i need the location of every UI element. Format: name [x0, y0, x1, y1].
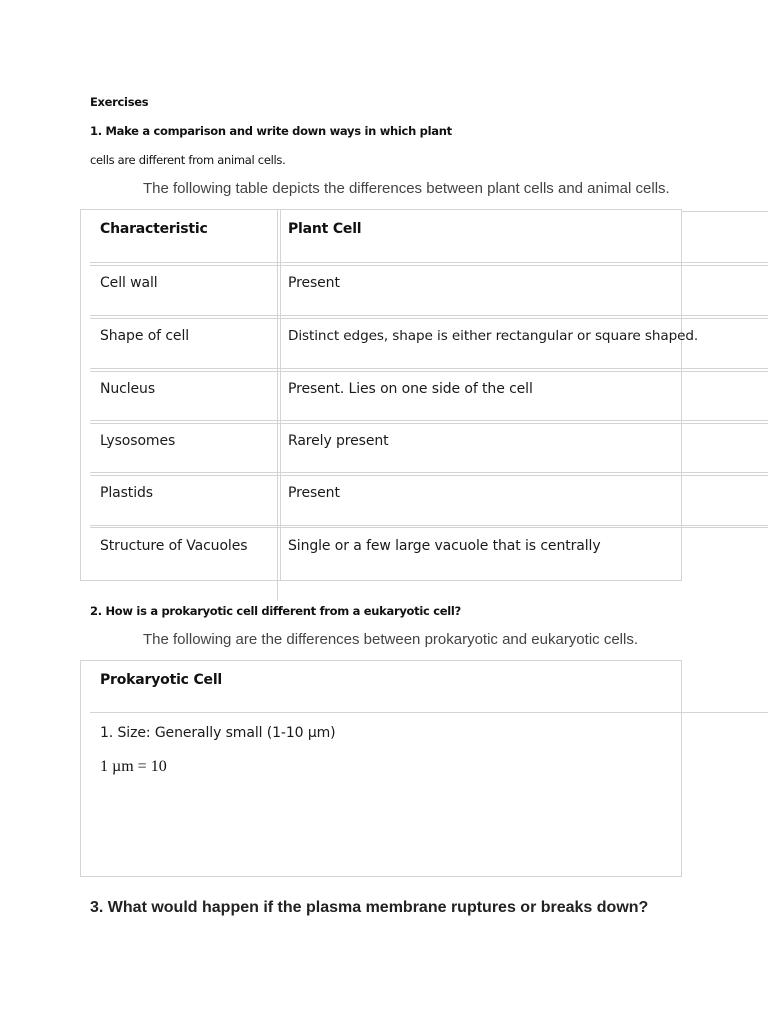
exercises-heading: Exercises [90, 95, 149, 109]
question-1-line-2: cells are different from animal cells. [90, 153, 286, 167]
table-1-cell: Shape of cell [100, 328, 190, 344]
table-2-right-border [681, 660, 682, 877]
table-1-row-divider [682, 211, 768, 212]
table-2-size-item: 1. Size: Generally small (1-10 µm) [100, 725, 336, 741]
table-1-cell: Present [288, 275, 340, 291]
table-1-cell: Lysosomes [100, 433, 176, 449]
table-1-row-divider [90, 318, 768, 319]
table-1-row-divider [90, 265, 768, 266]
table-1-cell: Nucleus [100, 381, 156, 397]
table-1-row-divider [90, 472, 768, 473]
table-1-cell: Distinct edges, shape is either rectangular or square shaped. [288, 328, 699, 344]
table-1-row-divider [90, 423, 768, 424]
table-1-row-divider [90, 371, 768, 372]
table-1-header-characteristic: Characteristic [100, 221, 208, 237]
question-2: 2. How is a prokaryotic cell different from a eukaryotic cell? [90, 604, 461, 618]
table-1-header-plant-cell: Plant Cell [288, 221, 362, 237]
table-1-top-border [80, 209, 682, 210]
table-1-row-divider [90, 368, 768, 369]
table-2-bottom-border [80, 876, 682, 877]
table-1-row-divider [90, 475, 768, 476]
table-1-row-divider [90, 315, 768, 316]
table-1-cell: Present. Lies on one side of the cell [288, 381, 533, 397]
table-1-cell: Plastids [100, 485, 153, 501]
table-1-cell: Cell wall [100, 275, 158, 291]
table-1-row-divider [90, 525, 768, 526]
table-1-row-divider [90, 527, 768, 528]
table-2-header-prokaryotic-cell: Prokaryotic Cell [100, 672, 223, 688]
table-1-column-divider [277, 209, 278, 601]
table-2-row-divider [90, 712, 768, 713]
table-1-row-divider [90, 262, 768, 263]
table-2-top-border [80, 660, 682, 661]
table-1-intro: The following table depicts the differences between plant cells and animal cells. [143, 180, 670, 197]
table-2-intro: The following are the differences between prokaryotic and eukaryotic cells. [143, 631, 638, 648]
table-1-cell: Rarely present [288, 433, 389, 449]
question-3: 3. What would happen if the plasma membrane ruptures or breaks down? [90, 899, 649, 916]
table-1-bottom-border [80, 580, 682, 581]
question-1-line-1: 1. Make a comparison and write down ways in which plant [90, 124, 452, 138]
table-1-row-divider [90, 420, 768, 421]
table-2-micrometer-note: 1 µm = 10 [100, 758, 167, 775]
table-2-left-border [80, 660, 81, 877]
table-1-cell: Present [288, 485, 340, 501]
table-1-cell: Structure of Vacuoles [100, 538, 248, 554]
table-1-left-border [80, 209, 81, 581]
table-1-cell: Single or a few large vacuole that is centrally [288, 538, 601, 554]
